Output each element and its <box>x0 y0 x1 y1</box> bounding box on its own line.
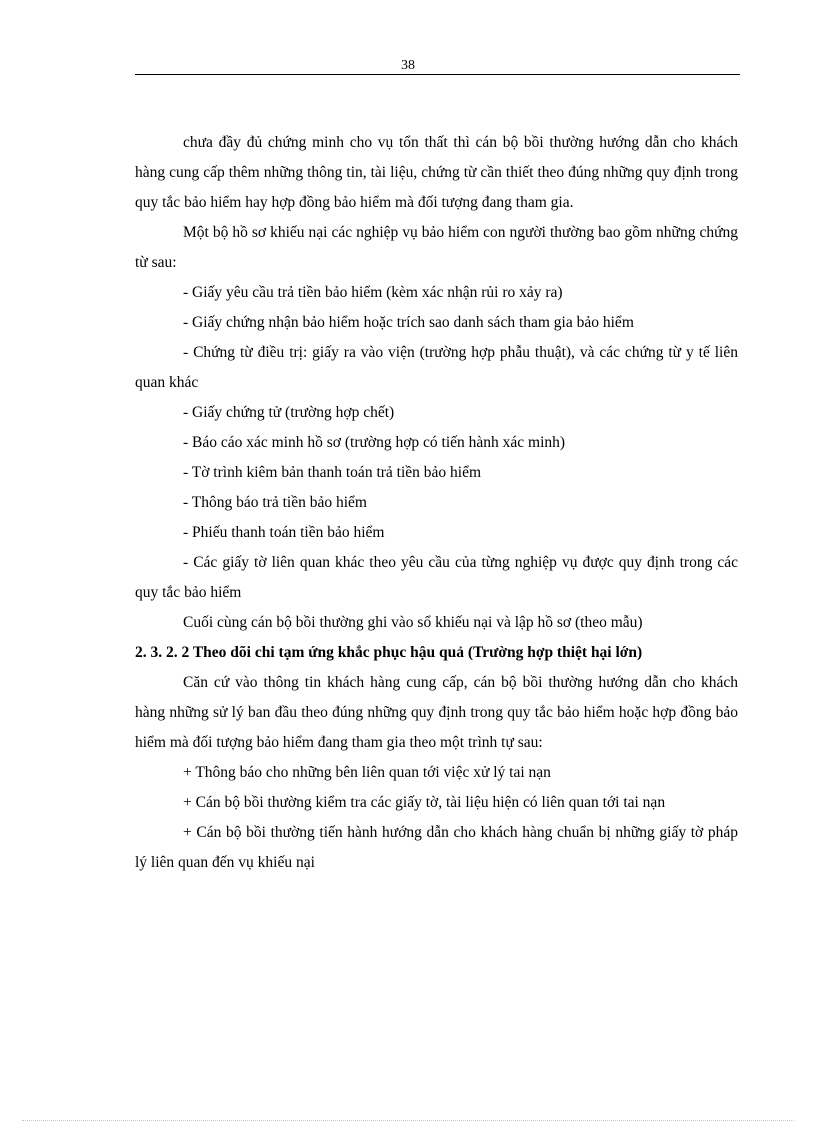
page-number: 38 <box>401 58 415 73</box>
list-item-document: - Giấy yêu cầu trả tiền bảo hiểm (kèm xác nhận rủi ro xảy ra) <box>183 284 563 301</box>
page-bottom-border <box>22 1120 794 1121</box>
list-item-document: - Thông báo trả tiền bảo hiểm <box>183 494 367 511</box>
list-item-step: + Cán bộ bồi thường kiểm tra các giấy tờ, tài liệu hiện có liên quan tới tai nạn <box>183 794 666 811</box>
list-item-document: - Giấy chứng nhận bảo hiểm hoặc trích sao danh sách tham gia bảo hiểm <box>183 314 634 331</box>
list-item-document: - Các giấy tờ liên quan khác theo yêu cầu của từng nghiệp vụ được quy định trong các quy tắc bảo hiểm <box>135 554 738 601</box>
list-item-document: - Giấy chứng tử (trường hợp chết) <box>183 404 395 421</box>
section-heading: 2. 3. 2. 2 Theo dõi chi tạm ứng khắc phục hậu quả (Trường hợp thiệt hại lớn) <box>135 644 643 661</box>
paragraph-documents-intro: Một bộ hồ sơ khiếu nại các nghiệp vụ bảo hiểm con người thường bao gồm những chứng từ sau: <box>135 224 738 271</box>
list-item-step: + Cán bộ bồi thường tiến hành hướng dẫn cho khách hàng chuẩn bị những giấy tờ pháp lý liên quan đến vụ khiếu nại <box>135 824 738 871</box>
list-item-step: + Thông báo cho những bên liên quan tới việc xử lý tai nạn <box>183 764 551 781</box>
list-item-document: - Tờ trình kiêm bản thanh toán trả tiền bảo hiểm <box>183 464 482 481</box>
paragraph-closing: Cuối cùng cán bộ bồi thường ghi vào sổ khiếu nại và lập hồ sơ (theo mẫu) <box>183 614 643 631</box>
list-item-document: - Chứng từ điều trị: giấy ra vào viện (trường hợp phẫu thuật), và các chứng từ y tế liên quan khác <box>135 344 738 391</box>
paragraph-section-intro: Căn cứ vào thông tin khách hàng cung cấp, cán bộ bồi thường hướng dẫn cho khách hàng những sử lý ban đầu theo đúng những quy định trong quy tắc bảo hiểm hoặc hợp đồng bảo hiểm mà đối tượng bảo hiểm đang tham gia theo một trình tự sau: <box>135 674 738 751</box>
paragraph-continuation: chưa đầy đủ chứng minh cho vụ tổn thất thì cán bộ bồi thường hướng dẫn cho khách hàng cung cấp thêm những thông tin, tài liệu, chứng từ cần thiết theo đúng những quy định trong quy tắc bảo hiểm hay hợp đồng bảo hiểm mà đối tượng đang tham gia. <box>135 134 738 211</box>
header-rule <box>135 74 740 75</box>
page-body <box>135 128 738 878</box>
list-item-document: - Phiếu thanh toán tiền bảo hiểm <box>183 524 385 541</box>
list-item-document: - Báo cáo xác minh hồ sơ (trường hợp có tiến hành xác minh) <box>183 434 566 451</box>
